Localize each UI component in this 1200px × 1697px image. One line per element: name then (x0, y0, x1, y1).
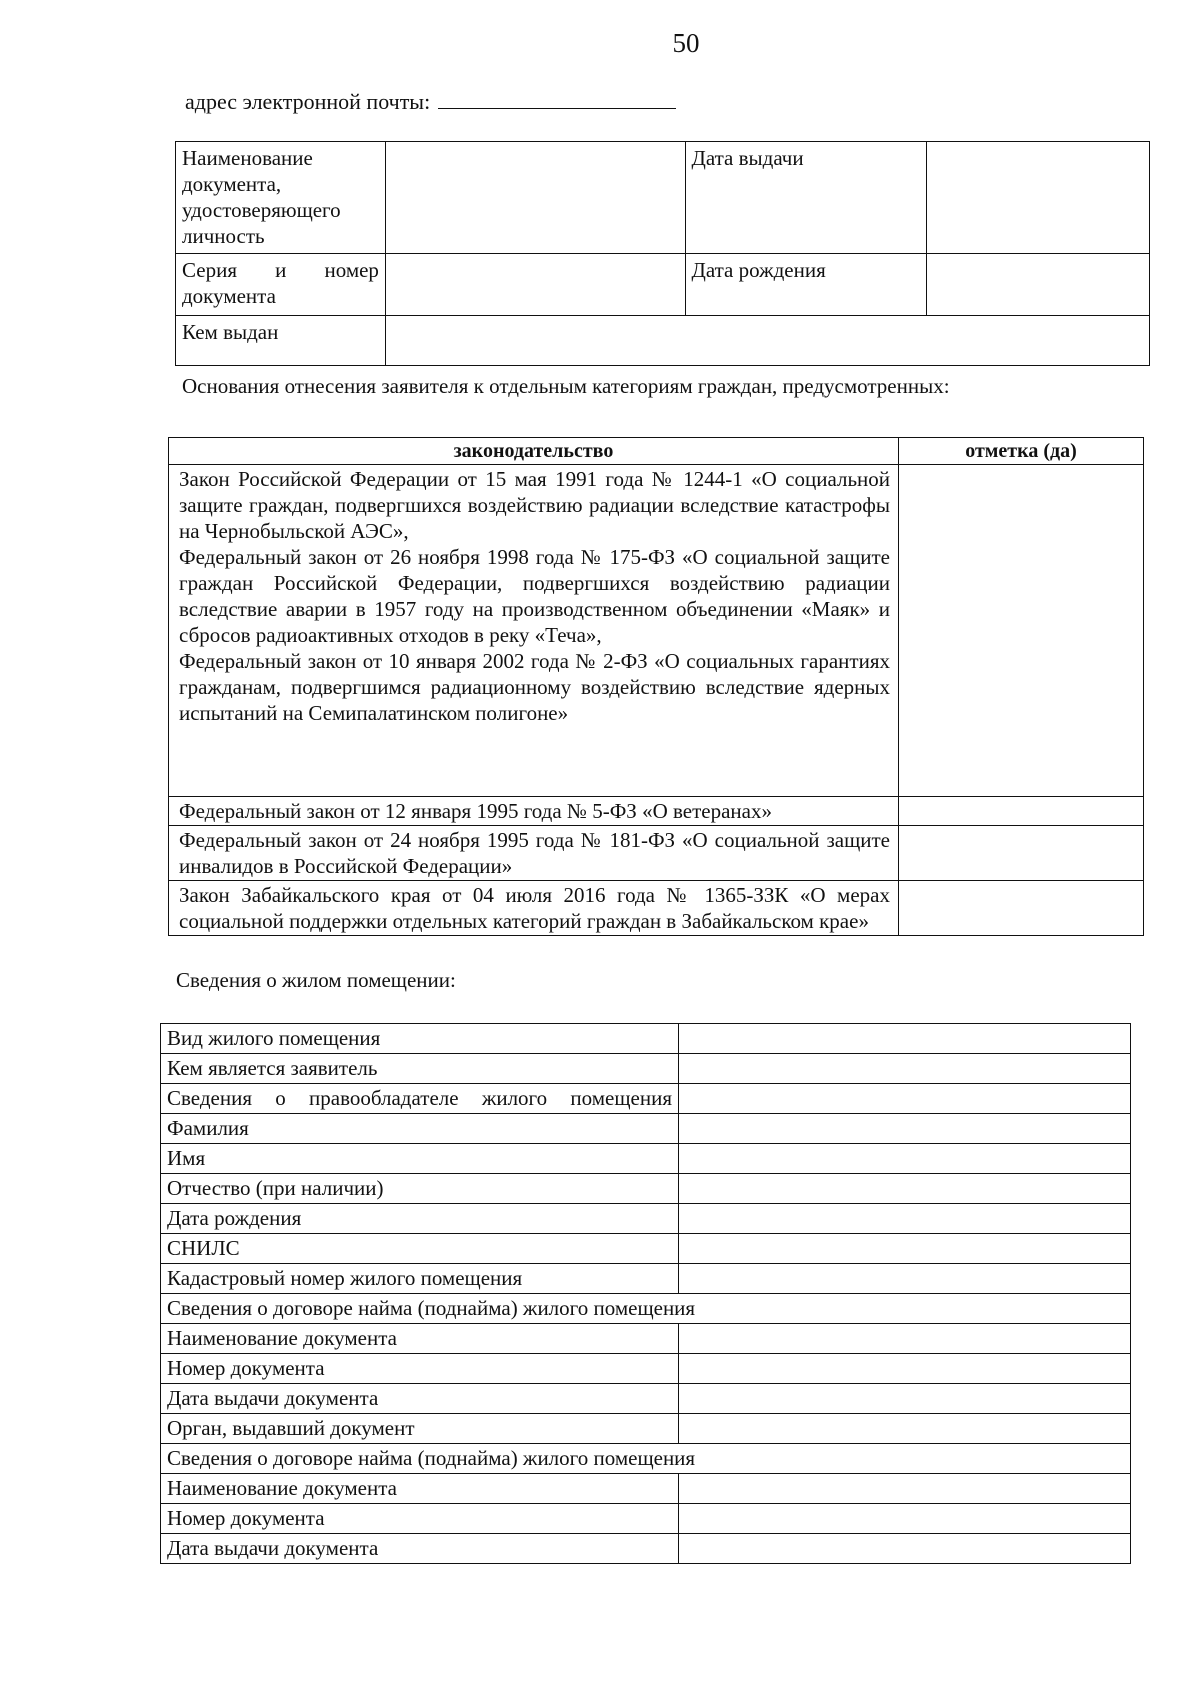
housing-value-cell[interactable] (679, 1174, 1131, 1204)
page-number: 50 (672, 28, 700, 58)
issued-by-label: Кем выдан (176, 316, 386, 366)
legislation-table (168, 437, 1144, 936)
law-zabaikalsky: Закон Забайкальского края от 04 июля 2016 года № 1365-ЗЗК «О мерах социальной поддержки отдельных категорий граждан в Забайкальском крае» (169, 881, 899, 936)
housing-row-label: Кем является заявитель (161, 1054, 679, 1084)
law-veterans: Федеральный закон от 12 января 1995 года № 5-ФЗ «О ветеранах» (169, 797, 899, 826)
email-field-row (185, 86, 676, 115)
lease-value-cell[interactable] (679, 1324, 1131, 1354)
lease-value-cell[interactable] (679, 1504, 1131, 1534)
lease-value-cell[interactable] (679, 1354, 1131, 1384)
housing-row-label: Сведения о правообладателе жилого помещения (161, 1084, 679, 1114)
lease-section-heading: Сведения о договоре найма (поднайма) жилого помещения (161, 1444, 1131, 1474)
mark-cell-zabaikalsky[interactable] (899, 881, 1144, 936)
birth-date-label: Дата рождения (685, 254, 927, 316)
email-blank-line[interactable] (438, 86, 676, 109)
law-disabled: Федеральный закон от 24 ноября 1995 года № 181-ФЗ «О социальной защите инвалидов в Российской Федерации» (169, 826, 899, 881)
legislation-header: законодательство (169, 438, 899, 465)
housing-value-cell[interactable] (679, 1084, 1131, 1114)
lease-value-cell[interactable] (679, 1474, 1131, 1504)
basis-caption: Основания отнесения заявителя к отдельным категориям граждан, предусмотренных: (182, 374, 950, 398)
housing-row-label: Дата рождения (161, 1204, 679, 1234)
law-mayak: Федеральный закон от 26 ноября 1998 года № 175-ФЗ «О социальной защите граждан Российской Федерации, подвергшихся воздействию радиации вследствие аварии в 1957 году на производственном объединении «Маяк» и сбросов радиоактивных отходов в реку «Теча», (179, 545, 890, 647)
housing-row-label: Кадастровый номер жилого помещения (161, 1264, 679, 1294)
housing-row-label: Отчество (при наличии) (161, 1174, 679, 1204)
series-number-label: Серия и номер документа (176, 254, 386, 316)
lease-value-cell[interactable] (679, 1384, 1131, 1414)
lease-section-heading: Сведения о договоре найма (поднайма) жилого помещения (161, 1294, 1131, 1324)
lease-row-label: Дата выдачи документа (161, 1534, 679, 1564)
issue-date-value-cell[interactable] (927, 142, 1150, 254)
housing-value-cell[interactable] (679, 1024, 1131, 1054)
identity-document-table (175, 141, 1150, 366)
mark-header: отметка (да) (899, 438, 1144, 465)
mark-cell-veterans[interactable] (899, 797, 1144, 826)
housing-table (160, 1023, 1131, 1564)
housing-value-cell[interactable] (679, 1114, 1131, 1144)
birth-date-value-cell[interactable] (927, 254, 1150, 316)
housing-value-cell[interactable] (679, 1054, 1131, 1084)
housing-row-label: СНИЛС (161, 1234, 679, 1264)
issued-by-value-cell[interactable] (385, 316, 1149, 366)
mark-cell-disabled[interactable] (899, 826, 1144, 881)
lease-row-label: Орган, выдавший документ (161, 1414, 679, 1444)
lease-row-label: Номер документа (161, 1354, 679, 1384)
housing-caption: Сведения о жилом помещении: (176, 968, 456, 992)
mark-cell-radiation[interactable] (899, 465, 1144, 797)
housing-row-label: Вид жилого помещения (161, 1024, 679, 1054)
housing-row-label: Фамилия (161, 1114, 679, 1144)
lease-row-label: Номер документа (161, 1504, 679, 1534)
lease-row-label: Наименование документа (161, 1474, 679, 1504)
doc-name-value-cell[interactable] (385, 142, 685, 254)
law-cell-radiation (169, 465, 899, 797)
housing-row-label: Имя (161, 1144, 679, 1174)
housing-value-cell[interactable] (679, 1264, 1131, 1294)
housing-value-cell[interactable] (679, 1144, 1131, 1174)
law-chernobyl: Закон Российской Федерации от 15 мая 1991 года № 1244-1 «О социальной защите граждан, подвергшихся воздействию радиации вследствие катастрофы на Чернобыльской АЭС», (179, 467, 890, 543)
lease-value-cell[interactable] (679, 1534, 1131, 1564)
lease-value-cell[interactable] (679, 1414, 1131, 1444)
law-semipalatinsk: Федеральный закон от 10 января 2002 года № 2-ФЗ «О социальных гарантиях гражданам, подвергшимся радиационному воздействию вследствие ядерных испытаний на Семипалатинском полигоне» (179, 649, 890, 725)
housing-value-cell[interactable] (679, 1204, 1131, 1234)
lease-row-label: Наименование документа (161, 1324, 679, 1354)
lease-row-label: Дата выдачи документа (161, 1384, 679, 1414)
series-number-value-cell[interactable] (385, 254, 685, 316)
doc-name-label: Наименование документа, удостоверяющего личность (176, 142, 386, 254)
housing-value-cell[interactable] (679, 1234, 1131, 1264)
email-label: адрес электронной почты: (185, 89, 431, 114)
issue-date-label: Дата выдачи (685, 142, 927, 254)
